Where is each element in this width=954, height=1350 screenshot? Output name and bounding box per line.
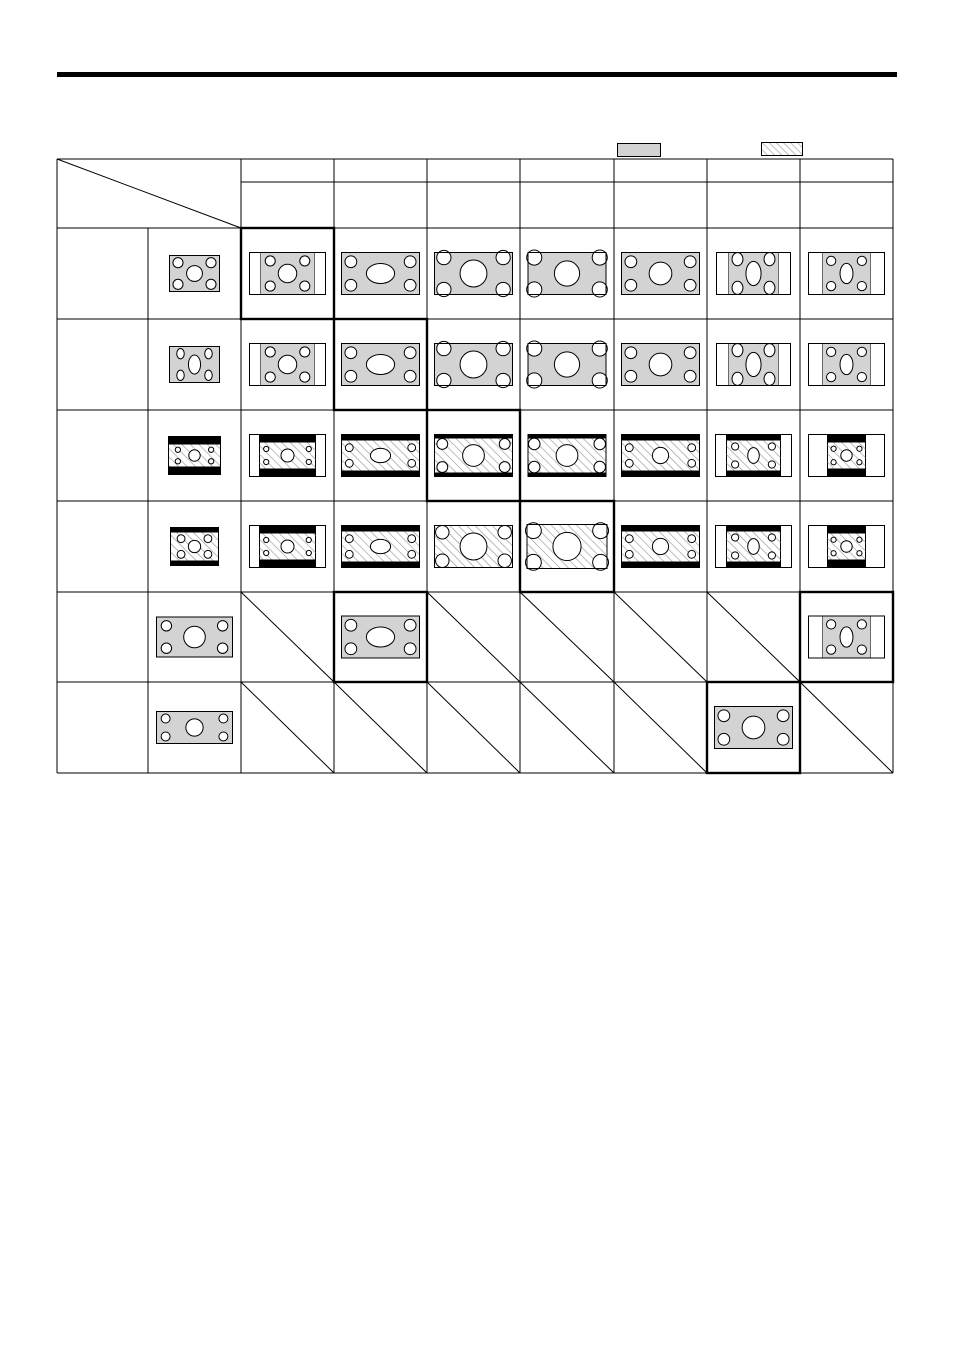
center-circle-mark — [278, 264, 296, 282]
corner-circle-mark — [768, 443, 775, 450]
letterbox-bar — [622, 471, 700, 477]
center-circle-mark — [554, 261, 579, 286]
letterbox-bar — [435, 435, 513, 439]
screen-icon — [527, 250, 608, 297]
corner-circle-mark — [206, 279, 216, 289]
center-circle-mark — [841, 450, 852, 461]
corner-circle-mark — [499, 439, 510, 450]
letterbox-bar — [622, 562, 700, 568]
corner-circle-mark — [732, 344, 743, 357]
corner-circle-mark — [857, 347, 866, 356]
screen-icon — [716, 435, 792, 477]
not-available-diagonal — [614, 592, 707, 682]
corner-circle-mark — [436, 526, 449, 539]
screen-icon — [170, 347, 220, 383]
corner-circle-mark — [857, 645, 866, 654]
corner-circle-mark — [827, 347, 836, 356]
screen-icon — [342, 435, 420, 477]
corner-circle-mark — [345, 370, 357, 382]
corner-circle-mark — [831, 446, 836, 451]
center-circle-mark — [463, 445, 485, 467]
center-circle-mark — [370, 539, 390, 553]
letterbox-bar — [342, 526, 420, 532]
center-circle-mark — [553, 532, 581, 560]
center-circle-mark — [652, 447, 668, 463]
corner-circle-mark — [404, 256, 416, 268]
corner-circle-mark — [857, 460, 862, 465]
screen-icon — [528, 435, 606, 477]
corner-circle-mark — [732, 281, 743, 294]
screen-icon — [250, 435, 326, 477]
header-diagonal — [57, 159, 241, 228]
corner-circle-mark — [857, 446, 862, 451]
letterbox-bar — [727, 435, 781, 441]
corner-circle-mark — [219, 732, 228, 741]
screen-icon — [622, 344, 700, 386]
screen-icon — [717, 344, 791, 386]
letterbox-bar — [727, 562, 781, 568]
letterbox-bar — [342, 562, 420, 568]
corner-circle-mark — [768, 552, 775, 559]
center-circle-mark — [840, 263, 853, 283]
letterbox-bar — [342, 471, 420, 477]
corner-circle-mark — [177, 349, 184, 359]
center-circle-mark — [840, 627, 853, 647]
letterbox-bar — [622, 435, 700, 441]
corner-circle-mark — [625, 444, 633, 452]
screen-icon — [250, 526, 326, 568]
corner-circle-mark — [404, 643, 416, 655]
corner-circle-mark — [857, 256, 866, 265]
screen-icon — [250, 253, 326, 295]
corner-circle-mark — [688, 535, 696, 543]
corner-circle-mark — [688, 459, 696, 467]
corner-circle-mark — [408, 550, 416, 558]
center-circle-mark — [652, 538, 668, 554]
corner-circle-mark — [404, 347, 416, 359]
screen-icon — [435, 435, 513, 477]
corner-circle-mark — [177, 550, 185, 558]
corner-circle-mark — [593, 554, 609, 570]
corner-circle-mark — [684, 256, 696, 268]
corner-circle-mark — [718, 710, 730, 722]
corner-circle-mark — [345, 643, 357, 655]
corner-circle-mark — [204, 550, 212, 558]
corner-circle-mark — [625, 459, 633, 467]
letterbox-bar — [169, 467, 221, 475]
center-circle-mark — [366, 627, 394, 647]
corner-circle-mark — [827, 281, 836, 290]
corner-circle-mark — [718, 733, 730, 745]
corner-circle-mark — [732, 372, 743, 385]
center-circle-mark — [649, 353, 672, 376]
corner-circle-mark — [408, 535, 416, 543]
corner-circle-mark — [857, 372, 866, 381]
corner-circle-mark — [205, 349, 212, 359]
screen-icon — [809, 526, 885, 568]
corner-circle-mark — [625, 256, 637, 268]
screen-icon — [527, 341, 608, 388]
corner-circle-mark — [265, 281, 275, 291]
corner-circle-mark — [498, 554, 511, 567]
not-available-diagonal — [520, 682, 614, 773]
corner-circle-mark — [306, 550, 311, 555]
not-available-diagonal — [614, 682, 707, 773]
corner-circle-mark — [306, 537, 311, 542]
corner-circle-mark — [525, 554, 541, 570]
corner-circle-mark — [857, 620, 866, 629]
corner-circle-mark — [528, 461, 540, 473]
corner-circle-mark — [173, 258, 183, 268]
center-circle-mark — [189, 450, 200, 461]
center-circle-mark — [460, 533, 487, 560]
corner-circle-mark — [161, 621, 171, 631]
screen-icon — [525, 523, 608, 571]
corner-circle-mark — [300, 281, 310, 291]
corner-circle-mark — [777, 710, 789, 722]
corner-circle-mark — [265, 256, 275, 266]
corner-circle-mark — [764, 372, 775, 385]
corner-circle-mark — [345, 459, 353, 467]
letterbox-bar — [528, 435, 606, 439]
corner-circle-mark — [499, 462, 510, 473]
center-circle-mark — [278, 355, 296, 373]
center-circle-mark — [370, 448, 390, 462]
letterbox-bar — [260, 469, 316, 477]
corner-circle-mark — [408, 444, 416, 452]
center-circle-mark — [460, 351, 487, 378]
not-available-diagonal — [241, 682, 334, 773]
not-available-diagonal — [427, 592, 520, 682]
screen-icon — [342, 526, 420, 568]
center-circle-mark — [281, 540, 294, 553]
corner-circle-mark — [404, 279, 416, 291]
corner-circle-mark — [264, 446, 269, 451]
corner-circle-mark — [831, 551, 836, 556]
screen-icon — [435, 250, 513, 296]
corner-circle-mark — [175, 447, 180, 452]
screen-icon — [717, 253, 791, 295]
screen-icon — [809, 344, 885, 386]
corner-circle-mark — [732, 443, 739, 450]
corner-circle-mark — [777, 733, 789, 745]
corner-circle-mark — [219, 714, 228, 723]
corner-circle-mark — [265, 347, 275, 357]
center-circle-mark — [187, 266, 203, 282]
screen-icon — [342, 253, 420, 295]
letterbox-bar — [828, 469, 866, 477]
corner-circle-mark — [161, 714, 170, 723]
corner-circle-mark — [732, 253, 743, 266]
corner-circle-mark — [732, 534, 739, 541]
corner-circle-mark — [264, 537, 269, 542]
letterbox-bar — [828, 435, 866, 443]
center-circle-mark — [188, 355, 200, 374]
corner-circle-mark — [264, 550, 269, 555]
center-circle-mark — [554, 352, 579, 377]
corner-circle-mark — [625, 347, 637, 359]
screen-icon — [809, 435, 885, 477]
letterbox-bar — [342, 435, 420, 441]
corner-circle-mark — [300, 372, 310, 382]
corner-circle-mark — [404, 619, 416, 631]
not-available-diagonal — [427, 682, 520, 773]
corner-circle-mark — [764, 344, 775, 357]
center-circle-mark — [649, 262, 672, 285]
corner-circle-mark — [684, 347, 696, 359]
screen-icon — [435, 341, 513, 387]
corner-circle-mark — [625, 550, 633, 558]
screen-icon — [809, 616, 885, 658]
center-circle-mark — [186, 719, 203, 736]
corner-circle-mark — [345, 550, 353, 558]
corner-circle-mark — [732, 552, 739, 559]
corner-circle-mark — [688, 550, 696, 558]
corner-circle-mark — [173, 279, 183, 289]
corner-circle-mark — [768, 461, 775, 468]
corner-circle-mark — [436, 554, 449, 567]
screen-icon — [622, 253, 700, 295]
corner-circle-mark — [161, 732, 170, 741]
center-circle-mark — [841, 541, 852, 552]
screen-icon — [250, 344, 326, 386]
corner-circle-mark — [498, 526, 511, 539]
center-circle-mark — [746, 352, 761, 376]
corner-circle-mark — [209, 447, 214, 452]
corner-circle-mark — [827, 645, 836, 654]
screen-icon — [171, 528, 219, 566]
corner-circle-mark — [306, 459, 311, 464]
center-circle-mark — [748, 448, 760, 464]
corner-circle-mark — [204, 535, 212, 543]
corner-circle-mark — [175, 459, 180, 464]
center-circle-mark — [188, 540, 200, 552]
corner-circle-mark — [625, 370, 637, 382]
not-available-diagonal — [707, 592, 800, 682]
corner-circle-mark — [437, 462, 448, 473]
letterbox-bar — [828, 526, 866, 534]
corner-circle-mark — [594, 461, 606, 473]
corner-circle-mark — [177, 535, 185, 543]
center-circle-mark — [184, 626, 206, 648]
corner-circle-mark — [688, 444, 696, 452]
screen-icon — [435, 526, 513, 568]
center-circle-mark — [746, 261, 761, 285]
not-available-diagonal — [241, 592, 334, 682]
screen-icon — [342, 616, 420, 658]
corner-circle-mark — [205, 370, 212, 380]
center-circle-mark — [556, 445, 578, 467]
corner-circle-mark — [764, 253, 775, 266]
corner-circle-mark — [408, 459, 416, 467]
corner-circle-mark — [209, 459, 214, 464]
screen-icon — [809, 253, 885, 295]
letterbox-bar — [828, 560, 866, 568]
corner-circle-mark — [732, 461, 739, 468]
letterbox-bar — [435, 473, 513, 477]
corner-circle-mark — [827, 256, 836, 265]
center-circle-mark — [742, 716, 765, 739]
corner-circle-mark — [404, 370, 416, 382]
corner-circle-mark — [831, 537, 836, 542]
letterbox-bar — [171, 528, 219, 533]
screen-icon — [622, 435, 700, 477]
corner-circle-mark — [528, 438, 540, 450]
corner-circle-mark — [345, 279, 357, 291]
corner-circle-mark — [857, 537, 862, 542]
screen-icon — [170, 256, 220, 292]
center-circle-mark — [840, 354, 853, 374]
letterbox-bar — [260, 435, 316, 443]
corner-circle-mark — [827, 372, 836, 381]
corner-circle-mark — [625, 279, 637, 291]
letterbox-bar — [622, 526, 700, 532]
corner-circle-mark — [300, 347, 310, 357]
corner-circle-mark — [161, 643, 171, 653]
letterbox-bar — [169, 437, 221, 445]
corner-circle-mark — [857, 551, 862, 556]
screen-icon — [342, 344, 420, 386]
corner-circle-mark — [684, 370, 696, 382]
corner-circle-mark — [594, 438, 606, 450]
corner-circle-mark — [857, 281, 866, 290]
not-available-diagonal — [800, 682, 893, 773]
corner-circle-mark — [593, 523, 609, 539]
corner-circle-mark — [206, 258, 216, 268]
corner-circle-mark — [177, 370, 184, 380]
letterbox-bar — [260, 526, 316, 534]
center-circle-mark — [748, 539, 760, 555]
center-circle-mark — [366, 355, 394, 375]
corner-circle-mark — [217, 643, 227, 653]
corner-circle-mark — [300, 256, 310, 266]
corner-circle-mark — [345, 256, 357, 268]
corner-circle-mark — [345, 619, 357, 631]
corner-circle-mark — [306, 446, 311, 451]
letterbox-bar — [260, 560, 316, 568]
center-circle-mark — [366, 264, 394, 284]
screen-icon — [157, 617, 233, 657]
center-circle-mark — [281, 449, 294, 462]
letterbox-bar — [171, 561, 219, 566]
letterbox-bar — [528, 473, 606, 477]
screen-icon — [715, 707, 793, 749]
corner-circle-mark — [827, 620, 836, 629]
not-available-diagonal — [334, 682, 427, 773]
corner-circle-mark — [217, 621, 227, 631]
corner-circle-mark — [345, 347, 357, 359]
screen-icon — [622, 526, 700, 568]
corner-circle-mark — [768, 534, 775, 541]
screen-icon — [716, 526, 792, 568]
corner-circle-mark — [831, 460, 836, 465]
screen-icon — [169, 437, 221, 475]
corner-circle-mark — [345, 444, 353, 452]
corner-circle-mark — [764, 281, 775, 294]
corner-circle-mark — [625, 535, 633, 543]
corner-circle-mark — [437, 439, 448, 450]
corner-circle-mark — [264, 459, 269, 464]
corner-circle-mark — [684, 279, 696, 291]
corner-circle-mark — [525, 523, 541, 539]
letterbox-bar — [727, 526, 781, 532]
not-available-diagonal — [520, 592, 614, 682]
screen-icon — [157, 712, 233, 744]
center-circle-mark — [460, 260, 487, 287]
letterbox-bar — [727, 471, 781, 477]
corner-circle-mark — [345, 535, 353, 543]
corner-circle-mark — [265, 372, 275, 382]
